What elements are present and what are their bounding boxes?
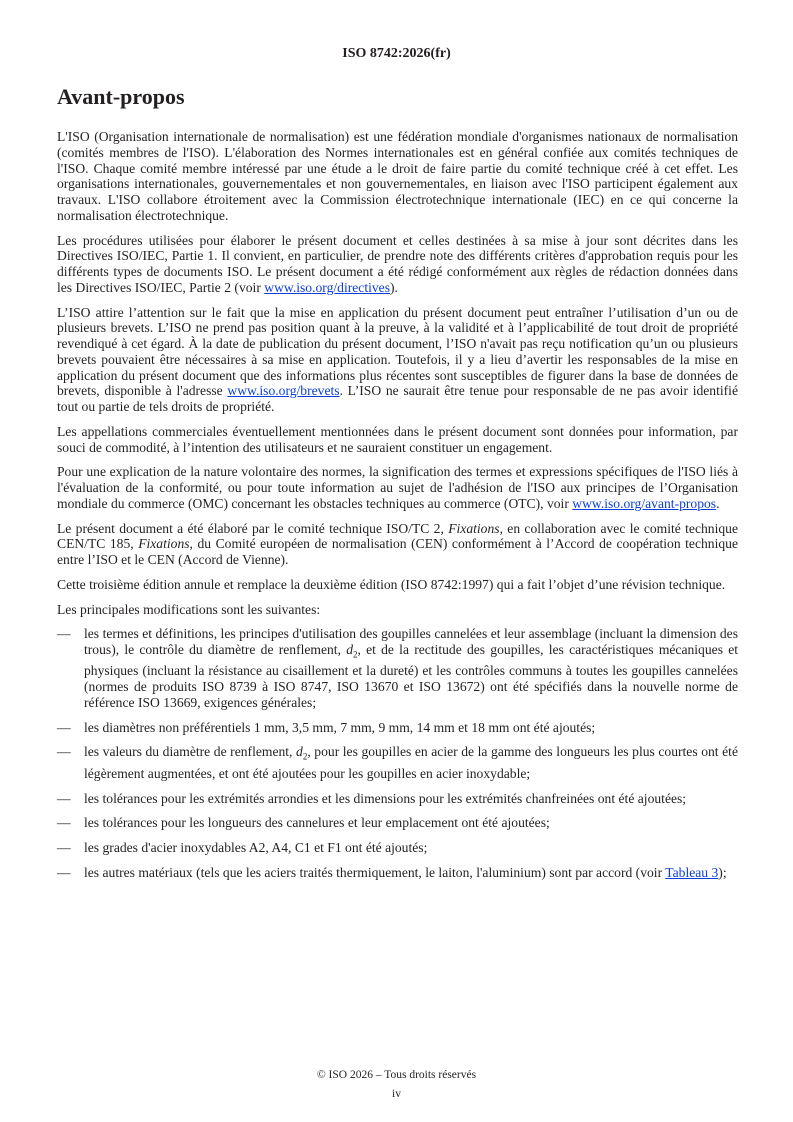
link-directives[interactable]: www.iso.org/directives bbox=[264, 279, 390, 295]
page-title: Avant-propos bbox=[57, 84, 185, 109]
dash-bullet: — bbox=[57, 744, 71, 760]
list-item bbox=[57, 865, 738, 881]
list-item-text bbox=[84, 626, 738, 710]
text: , en collaboration avec le comité technique CEN/TC 185, bbox=[57, 520, 738, 552]
list-item-text bbox=[84, 744, 738, 781]
paragraph-committee bbox=[57, 521, 738, 568]
paragraph-procedures bbox=[57, 233, 738, 296]
foreword-body bbox=[57, 129, 738, 890]
link-tableau-3[interactable]: Tableau 3 bbox=[665, 864, 719, 880]
text: Les procédures utilisées pour élaborer le présent document et celles destinées à sa mise à jour sont décrites dans les Directives ISO/IEC, Partie 1. Il convient, en particulier, de prendre note des différents critères d'approbation requis pour les différents types de documents ISO. Le présent document a été rédigé conformément aux règles de rédaction données dans les Directives ISO/IEC, Partie 2 (voir bbox=[57, 232, 738, 295]
text: Pour une explication de la nature volontaire des normes, la signification des termes et expressions spécifiques de l'ISO liés à l'évaluation de la conformité, ou pour toute information au sujet de l'adhésion de l'ISO aux principes de l’Organisation mondiale du commerce (OMC) concernant les obstacles techniques au commerce (OTC), voir bbox=[57, 464, 738, 511]
committee-title: Fixations bbox=[138, 536, 190, 552]
committee-title: Fixations bbox=[448, 520, 500, 536]
text: ). bbox=[390, 279, 398, 295]
list-item bbox=[57, 744, 738, 781]
text: . bbox=[716, 495, 720, 511]
page-number: iv bbox=[392, 1088, 401, 1100]
dash-bullet: — bbox=[57, 626, 71, 642]
text: les termes et définitions, les principes d'utilisation des goupilles cannelées et leur assemblage (incluant la dimension des trous), le contrôle du diamètre de renflement, bbox=[84, 626, 738, 657]
subscript: 2 bbox=[302, 752, 308, 763]
page-footer bbox=[0, 1066, 793, 1104]
list-item-text: les tolérances pour les extrémités arrondies et les dimensions pour les extrémités chanfreinées ont été ajoutées; bbox=[84, 790, 687, 806]
list-item-text: les tolérances pour les longueurs des cannelures et leur emplacement ont été ajoutées; bbox=[84, 815, 550, 831]
symbol: d bbox=[296, 744, 303, 760]
list-item bbox=[57, 720, 738, 736]
list-item bbox=[57, 815, 738, 831]
dash-bullet: — bbox=[57, 840, 71, 856]
paragraph-voluntary bbox=[57, 464, 738, 511]
paragraph-iso-intro: L'ISO (Organisation internationale de normalisation) est une fédération mondiale d'organismes nationaux de normalisation (comités membres de l'ISO). L'élaboration des Normes internationales est en général confiée aux comités techniques de l'ISO. Chaque comité membre intéressé par une étude a le droit de faire partie du comité technique créé à cet effet. Les organisations internationales, gouvernementales et non gouvernementales, en liaison avec l'ISO participent également aux travaux. L'ISO collabore étroitement avec la Commission électrotechnique internationale (IEC) en ce qui concerne la normalisation électrotechnique. bbox=[57, 129, 738, 223]
text: , pour les goupilles en acier de la gamme des longueurs les plus courtes ont été légèrement augmentées, et ont été ajoutées pour les goupilles en acier inoxydable; bbox=[84, 744, 738, 781]
dash-bullet: — bbox=[57, 864, 71, 880]
document-id-header: ISO 8742:2026(fr) bbox=[342, 46, 451, 61]
list-item-text: les diamètres non préférentiels 1 mm, 3,5 mm, 7 mm, 9 mm, 14 mm et 18 mm ont été ajoutés; bbox=[84, 719, 596, 735]
paragraph-edition: Cette troisième édition annule et remplace la deuxième édition (ISO 8742:1997) qui a fait l’objet d’une révision technique. bbox=[57, 576, 726, 592]
subscript: 2 bbox=[353, 649, 358, 660]
link-avant-propos[interactable]: www.iso.org/avant-propos bbox=[572, 495, 717, 511]
text: L’ISO attire l’attention sur le fait que la mise en application du présent document peut entraîner l’utilisation d’un ou de plusieurs brevets. L’ISO ne prend pas position quant à la preuve, à la validité et à l’applicabilité de tout droit de propriété revendiqué à cet égard. À la date de publication du présent document, l’ISO n'avait pas reçu notification qu’un ou plusieurs brevets pouvaient être nécessaires à sa mise en application. Toutefois, il y a lieu d’avertir les responsables de la mise en application du présent document que des informations plus récentes sont susceptibles de figurer dans la base de données de brevets, disponible à l'adresse bbox=[57, 304, 738, 399]
dash-bullet: — bbox=[57, 719, 71, 735]
copyright-notice: © ISO 2026 – Tous droits réservés bbox=[316, 1069, 477, 1081]
list-item-text: les grades d'acier inoxydables A2, A4, C1 et F1 ont été ajoutés; bbox=[84, 840, 428, 856]
link-brevets[interactable]: www.iso.org/brevets bbox=[227, 383, 340, 399]
text: Le présent document a été élaboré par le comité technique ISO/TC 2, bbox=[57, 520, 449, 536]
text: les autres matériaux (tels que les aciers traités thermiquement, le laiton, l'aluminium) sont par accord (voir bbox=[84, 864, 666, 880]
symbol: d bbox=[346, 642, 353, 657]
paragraph-patents bbox=[57, 305, 738, 415]
dash-bullet: — bbox=[57, 815, 71, 831]
text: les valeurs du diamètre de renflement, bbox=[84, 744, 297, 760]
dash-bullet: — bbox=[57, 790, 71, 806]
list-item-text bbox=[84, 865, 738, 881]
text: , et de la rectitude des goupilles, les caractéristiques mécaniques et physiques (incluant la résistance au cisaillement et la dureté) et les contrôles communs à toutes les goupilles cannelées (normes de produits ISO 8739 à ISO 8747, ISO 13670 et ISO 13672) ont été spécifiés dans la nouvelle norme de référence ISO 13669, exigences générales; bbox=[84, 642, 739, 710]
text: . L’ISO ne saurait être tenue pour responsable de ne pas avoir identifié tout ou partie de tels droits de propriété. bbox=[57, 383, 738, 414]
text: ); bbox=[718, 864, 727, 880]
list-item bbox=[57, 840, 738, 856]
paragraph-changes-intro: Les principales modifications sont les suivantes: bbox=[57, 601, 321, 617]
text: , du Comité européen de normalisation (CEN) conformément à l’Accord de coopération technique entre l’ISO et le CEN (Accord de Vienne). bbox=[57, 536, 738, 567]
list-item bbox=[57, 626, 738, 710]
paragraph-trade-names: Les appellations commerciales éventuellement mentionnées dans le présent document sont données pour information, par souci de commodité, à l’intention des utilisateurs et ne sauraient constituer un engagement. bbox=[57, 423, 738, 455]
list-item bbox=[57, 791, 738, 807]
